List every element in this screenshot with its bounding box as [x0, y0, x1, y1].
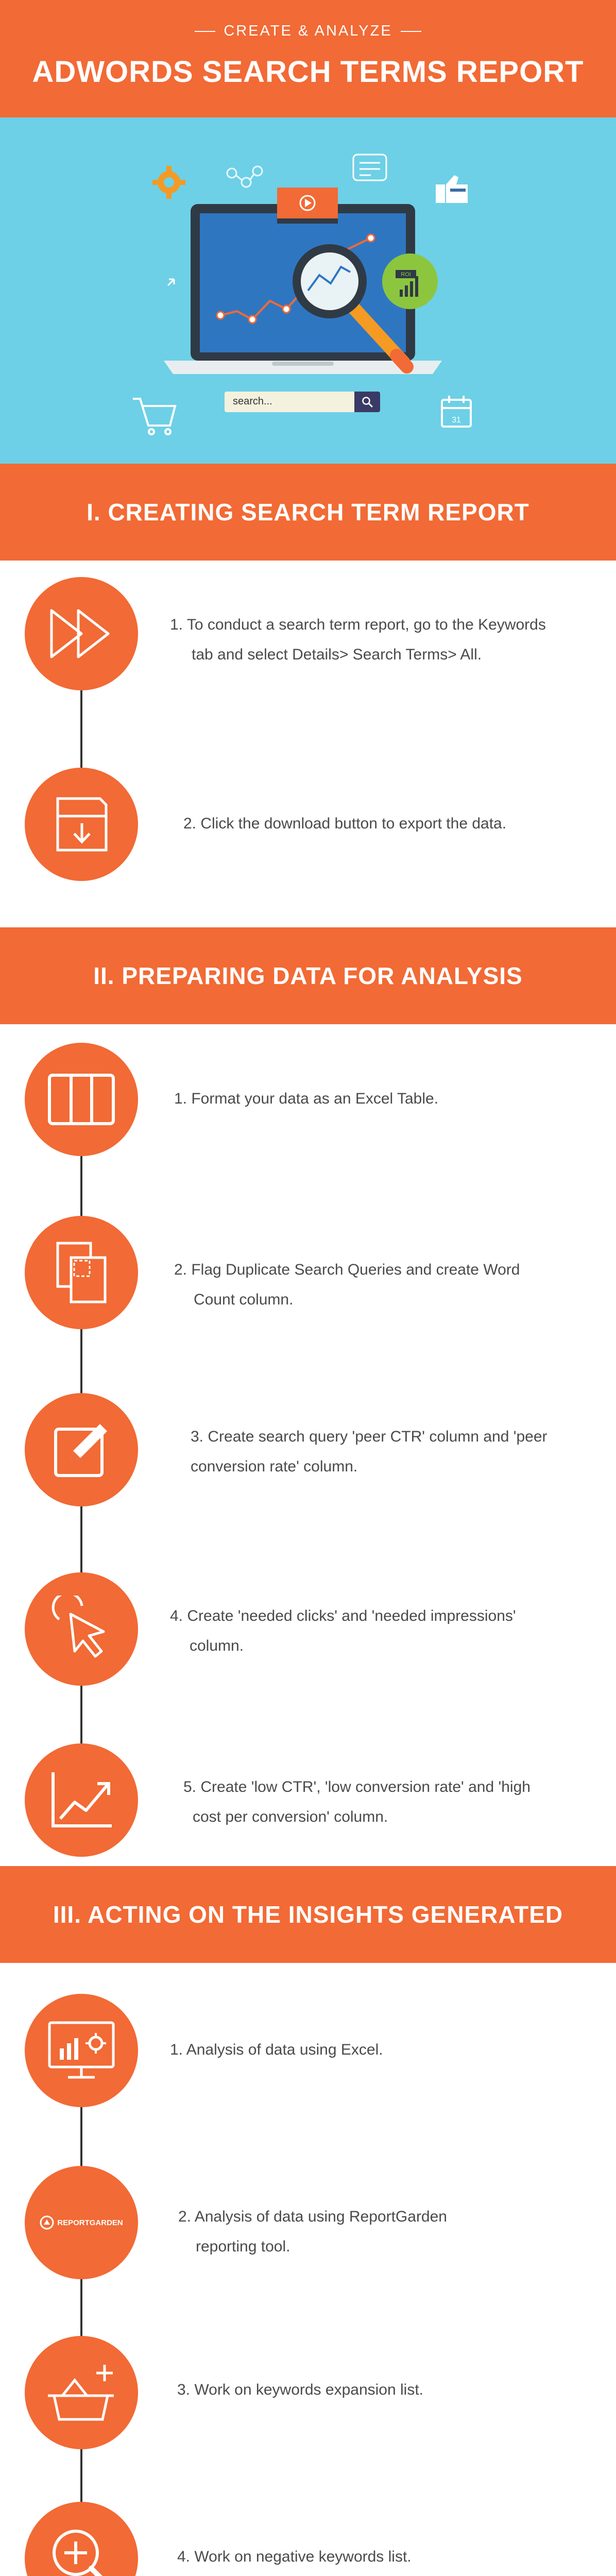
shopping-cart-icon [133, 399, 175, 434]
step-line: 2. Click the download button to export the data. [183, 815, 507, 832]
step-circle-3-1 [25, 1994, 138, 2107]
section-1-title: I. CREATING SEARCH TERM REPORT [87, 499, 529, 526]
step-circle-2-1 [25, 1043, 138, 1156]
step-circle-3-2 [25, 2166, 138, 2279]
roi-badge [382, 253, 438, 309]
step-line: 1. To conduct a search term report, go to the Keywords [170, 616, 546, 633]
reportgarden-logo-text: REPORTGARDEN [57, 2218, 123, 2227]
network-icon [227, 166, 262, 187]
step-circle-3-3 [25, 2336, 138, 2449]
section-2-header [0, 927, 616, 1024]
step-text-3-4 [170, 2542, 592, 2572]
reportgarden-logo-icon [40, 2215, 123, 2230]
roi-badge-text: ROI [401, 272, 411, 278]
step-circle-2-5 [25, 1743, 138, 1857]
section-3-header [0, 1866, 616, 1963]
step-line: 1. Analysis of data using Excel. [170, 2041, 383, 2058]
step-circle-2-3 [25, 1393, 138, 1506]
kicker-dash-left [195, 31, 215, 32]
step-line: column. [190, 1637, 244, 1654]
chat-bubble-icon [353, 155, 386, 180]
step-line: 3. Create search query 'peer CTR' column and 'peer [191, 1428, 547, 1445]
table-columns-icon [45, 1071, 117, 1128]
step-circle-2-4 [25, 1572, 138, 1686]
step-line: conversion rate' column. [191, 1458, 358, 1475]
step-circle-3-4 [25, 2502, 138, 2576]
line-chart-icon [48, 1769, 115, 1831]
thumbs-up-icon [436, 175, 468, 203]
step-text-2-2 [170, 1255, 592, 1315]
header-banner [0, 0, 616, 117]
search-icon [362, 396, 373, 408]
step-text-2-4 [170, 1601, 592, 1661]
step-text-3-3 [170, 2375, 592, 2405]
cursor-arrow-icon [168, 279, 174, 285]
timeline-connector [80, 2050, 82, 2571]
zoom-in-icon [48, 2525, 115, 2576]
step-text-2-1 [170, 1084, 592, 1114]
download-icon [50, 793, 112, 855]
page-title: ADWORDS SEARCH TERMS REPORT [32, 55, 584, 89]
step-text-1-1 [170, 610, 592, 670]
header-kicker [0, 23, 616, 40]
reportgarden-mark-icon [40, 2215, 54, 2230]
step-text-2-3 [170, 1422, 592, 1482]
basket-plus-icon [43, 2362, 120, 2424]
step-line: 4. Create 'needed clicks' and 'needed impressions' [170, 1607, 516, 1624]
step-circle-2-2 [25, 1216, 138, 1329]
section-2-title: II. PREPARING DATA FOR ANALYSIS [93, 962, 523, 989]
kicker-text: CREATE & ANALYZE [224, 23, 392, 39]
step-line: cost per conversion' column. [193, 1808, 388, 1825]
step-text-2-5 [170, 1772, 592, 1832]
cursor-click-icon [48, 1596, 115, 1663]
hero-illustration [0, 117, 616, 464]
edit-icon [50, 1419, 112, 1481]
step-line: tab and select Details> Search Terms> All. [192, 646, 482, 663]
gear-icon [152, 166, 185, 199]
step-line: 5. Create 'low CTR', 'low conversion rate' and 'high [183, 1778, 531, 1795]
step-circle-1-2 [25, 768, 138, 881]
step-line: 4. Work on negative keywords list. [177, 2548, 412, 2565]
step-line: 2. Analysis of data using ReportGarden [178, 2208, 447, 2225]
step-line: Count column. [194, 1291, 294, 1308]
search-button[interactable] [354, 392, 380, 412]
step-line: 3. Work on keywords expansion list. [177, 2381, 423, 2398]
section-3-title: III. ACTING ON THE INSIGHTS GENERATED [53, 1901, 563, 1928]
monitor-chart-icon [45, 2020, 117, 2081]
step-line: reporting tool. [196, 2238, 290, 2255]
svg-text:31: 31 [452, 416, 461, 425]
step-text-3-2 [170, 2202, 592, 2262]
duplicate-icon [50, 1239, 112, 1306]
search-input[interactable]: search... [225, 392, 379, 412]
kicker-dash-right [401, 31, 421, 32]
step-circle-1-1 [25, 577, 138, 690]
video-player-icon [277, 188, 338, 224]
step-text-1-2 [170, 809, 592, 839]
step-text-3-1 [170, 2035, 592, 2065]
fast-forward-icon [45, 605, 117, 662]
section-1-header [0, 464, 616, 561]
step-line: 2. Flag Duplicate Search Queries and create Word [174, 1261, 520, 1278]
step-line: 1. Format your data as an Excel Table. [174, 1090, 439, 1107]
